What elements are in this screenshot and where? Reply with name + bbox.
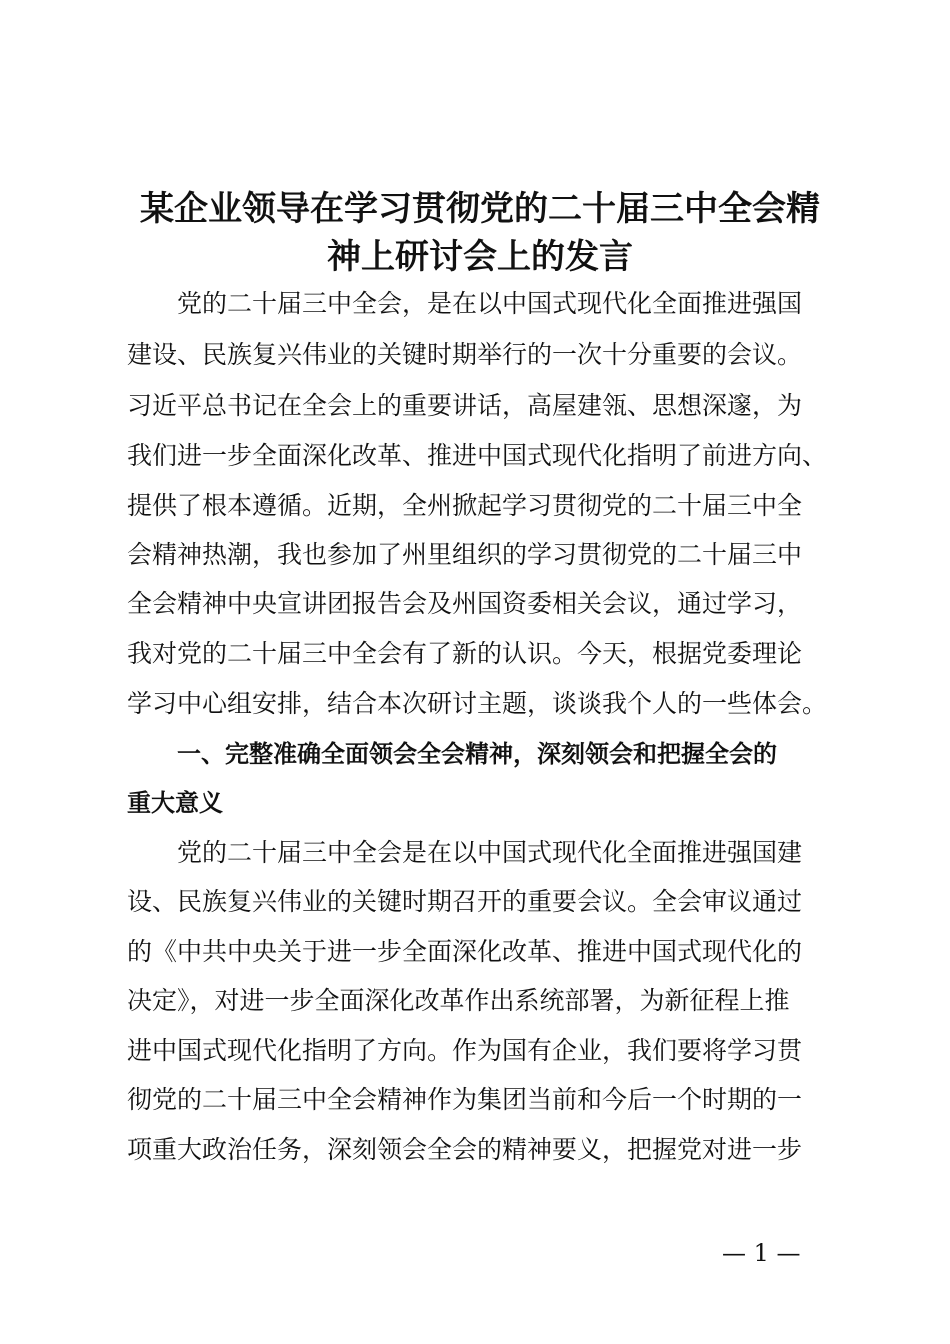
paragraph-1-line: 提供了根本遵循。近期，全州掀起学习贯彻党的二十届三中全 xyxy=(127,491,803,520)
paragraph-1-line: 全会精神中央宣讲团报告会及州国资委相关会议，通过学习， xyxy=(127,589,803,618)
section-heading-line: 重大意义 xyxy=(127,789,223,817)
page-number: — 1 — xyxy=(722,1239,801,1267)
paragraph-2-line: 的《中共中央关于进一步全面深化改革、推进中国式现代化的 xyxy=(127,937,803,966)
document-title-line-1: 某企业领导在学习贯彻党的二十届三中全会精 xyxy=(140,189,820,229)
paragraph-1-line: 我对党的二十届三中全会有了新的认识。今天，根据党委理论 xyxy=(127,639,803,668)
paragraph-2-line: 进中国式现代化指明了方向。作为国有企业，我们要将学习贯 xyxy=(127,1036,803,1065)
paragraph-1-line: 学习中心组安排，结合本次研讨主题，谈谈我个人的一些体会。 xyxy=(127,689,828,718)
paragraph-2-line: 党的二十届三中全会是在以中国式现代化全面推进强国建 xyxy=(177,838,803,867)
paragraph-1-line: 我们进一步全面深化改革、推进中国式现代化指明了前进方向、 xyxy=(127,441,828,470)
paragraph-2-line: 设、民族复兴伟业的关键时期召开的重要会议。全会审议通过 xyxy=(127,887,803,916)
paragraph-1-line: 习近平总书记在全会上的重要讲话，高屋建瓴、思想深邃，为 xyxy=(127,391,803,420)
paragraph-1-line: 建设、民族复兴伟业的关键时期举行的一次十分重要的会议。 xyxy=(127,340,803,369)
paragraph-2-line: 彻党的二十届三中全会精神作为集团当前和今后一个时期的一 xyxy=(127,1085,803,1114)
document-title-line-2: 神上研讨会上的发言 xyxy=(327,237,633,277)
paragraph-1-line: 会精神热潮，我也参加了州里组织的学习贯彻党的二十届三中 xyxy=(127,540,803,569)
paragraph-2-line: 决定》，对进一步全面深化改革作出系统部署，为新征程上推 xyxy=(127,986,790,1015)
paragraph-2-line: 项重大政治任务，深刻领会全会的精神要义，把握党对进一步 xyxy=(127,1135,803,1164)
paragraph-1-line: 党的二十届三中全会，是在以中国式现代化全面推进强国 xyxy=(177,289,803,318)
section-heading-line: 一、完整准确全面领会全会精神，深刻领会和把握全会的 xyxy=(177,740,777,768)
